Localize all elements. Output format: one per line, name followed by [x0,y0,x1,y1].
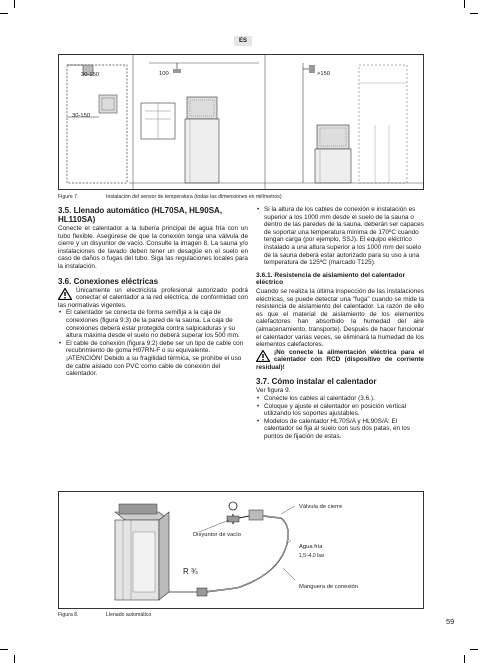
figure-7-panel-3 [265,63,423,183]
cable-height-item: • Si la altura de los cables de conexión e instalación es superior a los 1000 mm desde el suelo de la sauna o dentro de las paredes de la sauna, deberán ser capaces de soportar una temperatura mínima de 170ºC cuando tengan carga (por ejemplo, SSJ). El equipo eléctrico instalado a una altura superior a los 1000 mm del suelo de la sauna deberá estar autorizado para su uso a una temperatura de 125ºC (marcado T125). [256,206,424,267]
crop-mark-top-left [14,0,15,8]
language-tab: ES [234,36,252,46]
section-3-6-warning-text: Únicamente un electricista profesional autorizado podrá conectar el calentador a la red eléctrica, de conformidad con las normativas vigentes. [58,286,248,309]
crop-mark-bottom-right [464,655,465,663]
section-3-7-item: • Coloque y ajuste el calentador en posición vertical utilizando los soportes ajustables. [256,403,424,418]
figure-7-panel-1 [67,65,127,183]
section-3-7-intro: Ver figura 9. [256,387,291,395]
figure-8-label-valve: Válvula de cierre [299,504,343,510]
page-number: 59 [446,617,455,626]
figure-7-caption [58,194,282,200]
figure-8-illustration [59,492,423,608]
figure-8-label-pressure: 1,5–4,0 bar [299,553,325,559]
section-3-7-title: 3.7. Cómo instalar el calentador [256,377,377,387]
section-3-6-item: • El cable de conexión (figura 9:2) debe ser un tipo de cable con recubrimiento de goma H07RN-F o su equivalente. ¡ATENCIÓN! Debido a su fragilidad térmica, se prohíbe el uso de cable aislado con PVC como cable de conexión del calentador. [58,340,248,378]
crop-mark-bottom-left [14,655,15,663]
figure-7-frame [58,54,424,190]
section-3-6-list [58,309,248,377]
figure-8-caption-text: Llenado automático [106,612,152,618]
crop-mark-top-left-h [0,13,8,14]
figure-7-label-a: 30-150 [81,72,100,78]
figure-7-label-b: 100 [159,71,169,77]
figure-7-caption-text: Instalación del sensor de temperatura (todas las dimensiones en milímetros) [106,194,282,200]
crop-mark-bottom-right-h [470,649,478,650]
figure-8-frame [58,491,424,609]
section-3-7-item: • Conecte los cables al calentador (3.6.). [256,395,424,403]
figure-8-label-hose: Manguera de conexión [299,584,358,590]
section-3-6-title: 3.6. Conexiones eléctricas [58,276,159,286]
figure-8-plumbing [169,502,295,596]
right-column-top-list [256,206,424,267]
section-3-6-1-warning-text: ¡No conecte la alimentación eléctrica para el calentador con RCD (dispositivo de corriente residual)! [256,348,424,371]
warning-icon [58,288,72,300]
left-column [58,206,248,378]
figure-8-caption [58,612,151,618]
figure-7-label-d: 30-150 [72,113,91,119]
figure-7-panel-2 [129,63,265,183]
section-3-6-1-body: Cuando se realiza la última inspección de las instalaciones eléctricas, se puede detectar una "fuga" cuando se mide la resistencia de aislamiento del calentador. La razón de ello es que el material de aislamiento de los elementos calefactores han absorbido la humedad del aire (almacenamiento, transporte). Después de hacer funcionar el calentador varias veces, se eliminará la humedad de los elementos calefactores. [256,287,424,349]
crop-mark-top-right-h [470,13,478,14]
section-3-6-1-title: 3.6.1. Resistencia de aislamiento del calentador eléctrico [256,271,406,287]
warning-icon [256,350,270,362]
figure-8-caption-number: Figura 8. [58,612,79,618]
figure-8-heater [115,504,169,600]
section-3-7-item: • Modelos de calentador HL70S/A y HL90S/A: El calentador se fija al suelo con sus dos patas, en los puntos de fijación de estas. [256,418,424,441]
right-column [256,206,424,441]
crop-mark-bottom-left-h [0,649,8,650]
figure-8-label-thread: R ¾ [183,567,198,576]
figure-8-label-water: Agua fría [299,544,323,550]
figure-7-illustration [59,55,423,189]
figure-7-label-c: >150 [317,71,331,77]
section-3-5-body: Conecte el calentador a la tubería principal de agua fría con un tubo flexible. Asegúrese de que la conexión tenga una válvula de cierre y un disyuntor de vacío. Consulte la imagen 8. La sauna y/o instalaciones de lavado deben tener un desagüe en el suelo en caso de daños o fugas del tubo. Siga las regulaciones locales para la instalación. [58,225,248,270]
figure-7-caption-number: Figure 7. [58,194,79,200]
figure-8-label-breaker: Disyuntor de vacío [193,532,242,538]
section-3-6-1-warning [256,349,424,372]
section-3-6-warning [58,287,248,310]
section-3-5-title: 3.5. Llenado automático (HL70SA, HL90SA, HL110SA) [58,206,223,224]
section-3-6-item: • El calentador se conecta de forma semifija a la caja de conexiones (figura 9:3) de la pared de la sauna. La caja de conexiones deberá estar protegida contra salpicaduras y su altura máxima desde el suelo no deberá superar los 500 mm. [58,309,248,339]
crop-mark-top-right [464,0,465,8]
section-3-7-list [256,395,424,441]
